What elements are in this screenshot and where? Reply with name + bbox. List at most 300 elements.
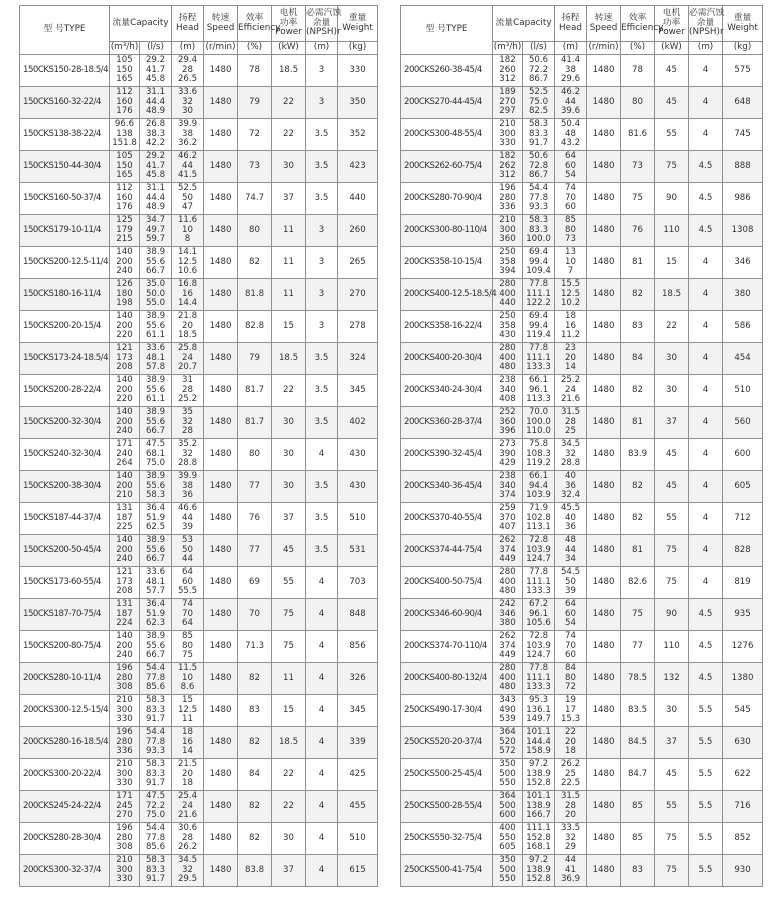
capacity-ls-cell-value: 48.9 (145, 202, 166, 213)
capacity-ls-cell-value: 44.4 (145, 96, 166, 107)
efficiency-cell: 81 (621, 535, 655, 567)
capacity-ls-cell-value: 59.7 (145, 234, 166, 245)
weight-cell: 380 (723, 279, 763, 311)
capacity-m3h-cell-value: 480 (499, 682, 516, 693)
head-cell (555, 55, 587, 87)
capacity-m3h-cell (110, 343, 140, 375)
head-cell-value: 28 (182, 64, 193, 75)
npsh-cell: 4 (306, 439, 338, 471)
table-row (20, 247, 378, 279)
capacity-ls-cell (523, 247, 555, 279)
head-cell-value: 28 (182, 832, 193, 843)
capacity-ls-cell-value: 99.4 (528, 256, 549, 267)
capacity-m3h-cell-value: 408 (499, 394, 516, 405)
capacity-m3h-cell-value: 240 (116, 448, 133, 459)
weight-cell: 324 (338, 343, 378, 375)
capacity-ls-cell-value: 94.4 (528, 480, 549, 491)
capacity-m3h-cell-value: 270 (499, 96, 516, 107)
speed-cell: 1480 (204, 567, 238, 599)
model-cell: 150CKS187-44-37/4 (20, 503, 110, 535)
capacity-ls-cell-value: 152.8 (526, 874, 551, 885)
head-cell-value: 46.2 (560, 87, 581, 98)
npsh-cell: 4 (306, 855, 338, 887)
capacity-m3h-cell-value: 330 (499, 138, 516, 149)
capacity-m3h-cell-value: 220 (116, 394, 133, 405)
capacity-m3h-cell-value: 358 (499, 320, 516, 331)
table-row (401, 631, 763, 663)
header-power: 电机 功率 Power (655, 6, 689, 42)
head-cell-value: 29.6 (560, 74, 581, 85)
npsh-cell: 3 (306, 279, 338, 311)
capacity-ls-cell-value: 77.8 (528, 343, 549, 354)
power-cell: 22 (272, 759, 306, 791)
capacity-ls-cell (523, 343, 555, 375)
capacity-ls-cell-value: 103.9 (526, 544, 551, 555)
capacity-ls-cell-value: 97.2 (528, 759, 549, 770)
model-cell: 200CKS400-12.5-18.5/4 (401, 279, 493, 311)
head-cell-value: 70 (565, 640, 576, 651)
capacity-m3h-cell-value: 360 (499, 234, 516, 245)
model-cell: 200CKS245-24-22/4 (20, 791, 110, 823)
model-cell: 200CKS400-50-75/4 (401, 567, 493, 599)
table-row (401, 791, 763, 823)
capacity-ls-cell-value: 113.1 (526, 522, 551, 533)
power-cell: 90 (655, 599, 689, 631)
head-cell-value: 18 (182, 727, 193, 738)
header-speed: 转速 Speed (587, 6, 621, 42)
table-row (20, 791, 378, 823)
npsh-cell: 5.5 (689, 791, 723, 823)
weight-cell: 339 (338, 727, 378, 759)
capacity-m3h-cell (110, 823, 140, 855)
capacity-ls-cell (140, 759, 172, 791)
head-cell (172, 471, 204, 503)
head-cell-value: 38 (565, 64, 576, 75)
capacity-m3h-cell-value: 252 (499, 407, 516, 418)
header-head: 扬程 Head (555, 6, 587, 42)
capacity-ls-cell-value: 55.6 (145, 384, 166, 395)
weight-cell: 1380 (723, 663, 763, 695)
capacity-ls-cell-value: 91.7 (145, 714, 166, 725)
capacity-ls-cell-value: 31.1 (145, 87, 166, 98)
capacity-ls-cell-value: 93.3 (528, 202, 549, 213)
capacity-ls-cell-value: 77.8 (528, 663, 549, 674)
capacity-ls-cell-value: 38.9 (145, 311, 166, 322)
efficiency-cell: 71.3 (238, 631, 272, 663)
capacity-ls-cell-value: 96.1 (528, 608, 549, 619)
head-cell-value: 36 (565, 522, 576, 533)
head-cell-value: 30 (182, 106, 193, 117)
weight-cell: 1308 (723, 215, 763, 247)
header-head: 扬程 Head (172, 6, 204, 42)
head-cell-value: 26.2 (177, 842, 198, 853)
head-cell-value: 70 (565, 192, 576, 203)
model-cell: 200CKS270-44-45/4 (401, 87, 493, 119)
capacity-m3h-cell-value: 346 (499, 608, 516, 619)
efficiency-cell: 80 (621, 87, 655, 119)
speed-cell: 1480 (587, 503, 621, 535)
speed-cell: 1480 (204, 407, 238, 439)
capacity-ls-cell-value: 42.2 (145, 138, 166, 149)
capacity-m3h-cell (493, 631, 523, 663)
head-cell (172, 663, 204, 695)
table-row (401, 87, 763, 119)
power-cell: 30 (655, 695, 689, 727)
capacity-m3h-cell-value: 140 (116, 535, 133, 546)
head-cell-value: 39 (182, 522, 193, 533)
capacity-m3h-cell-value: 280 (499, 279, 516, 290)
capacity-m3h-cell-value: 140 (116, 247, 133, 258)
model-cell: 150CKS180-16-11/4 (20, 279, 110, 311)
weight-cell: 455 (338, 791, 378, 823)
head-cell-value: 39 (565, 586, 576, 597)
model-cell: 200CKS374-44-75/4 (401, 535, 493, 567)
capacity-m3h-cell-value: 500 (499, 864, 516, 875)
capacity-ls-cell-value: 152.8 (526, 832, 551, 843)
power-cell: 90 (655, 183, 689, 215)
capacity-m3h-cell-value: 280 (116, 832, 133, 843)
capacity-ls-cell-value: 55.0 (145, 298, 166, 309)
capacity-ls-cell (523, 823, 555, 855)
head-cell (172, 791, 204, 823)
head-cell-value: 28 (565, 416, 576, 427)
head-cell-value: 25 (565, 426, 576, 437)
unit-head: (m) (555, 42, 587, 55)
speed-cell: 1480 (587, 279, 621, 311)
capacity-m3h-cell-value: 330 (116, 874, 133, 885)
npsh-cell: 4.5 (689, 183, 723, 215)
capacity-ls-cell-value: 75.0 (528, 96, 549, 107)
capacity-m3h-cell-value: 160 (116, 96, 133, 107)
head-cell (555, 407, 587, 439)
capacity-m3h-cell-value: 400 (499, 576, 516, 587)
capacity-m3h-cell-value: 430 (499, 330, 516, 341)
head-cell-value: 25 (565, 768, 576, 779)
capacity-ls-cell-value: 100.0 (526, 416, 551, 427)
capacity-ls-cell-value: 38.9 (145, 375, 166, 386)
capacity-ls-cell-value: 95.3 (528, 695, 549, 706)
table-row (401, 311, 763, 343)
head-cell-value: 44 (565, 544, 576, 555)
head-cell (172, 695, 204, 727)
efficiency-cell: 83.8 (238, 855, 272, 887)
capacity-m3h-cell-value: 210 (499, 215, 516, 226)
capacity-m3h-cell (110, 183, 140, 215)
power-cell: 30 (655, 375, 689, 407)
head-cell-value: 18.5 (177, 330, 198, 341)
capacity-ls-cell (523, 151, 555, 183)
capacity-m3h-cell-value: 330 (116, 714, 133, 725)
npsh-cell: 3.5 (306, 535, 338, 567)
capacity-ls-cell (140, 407, 172, 439)
capacity-ls-cell (523, 215, 555, 247)
npsh-cell: 3 (306, 55, 338, 87)
unit-speed: (r/min) (204, 42, 238, 55)
npsh-cell: 5.5 (689, 727, 723, 759)
head-cell-value: 16 (565, 320, 576, 331)
npsh-cell: 4 (689, 535, 723, 567)
head-cell-value: 41 (565, 864, 576, 875)
capacity-m3h-cell-value: 112 (116, 87, 133, 98)
table-row (20, 375, 378, 407)
head-cell (555, 663, 587, 695)
capacity-m3h-cell (493, 407, 523, 439)
capacity-ls-cell-value: 152.8 (526, 778, 551, 789)
head-cell-value: 85 (565, 215, 576, 226)
head-cell-value: 33.6 (177, 87, 198, 98)
capacity-ls-cell-value: 133.3 (526, 586, 551, 597)
power-cell: 11 (272, 215, 306, 247)
npsh-cell: 4 (689, 407, 723, 439)
header-weight: 重量 Weight (338, 6, 378, 42)
capacity-m3h-cell-value: 210 (116, 759, 133, 770)
capacity-m3h-cell (110, 375, 140, 407)
head-cell-value: 15 (182, 695, 193, 706)
head-cell-value: 39.6 (560, 106, 581, 117)
table-row (20, 567, 378, 599)
head-cell (172, 503, 204, 535)
head-cell-value: 30.6 (177, 823, 198, 834)
power-cell: 15 (272, 695, 306, 727)
head-cell-value: 33.5 (560, 823, 581, 834)
capacity-ls-cell-value: 57.7 (145, 586, 166, 597)
capacity-ls-cell (523, 855, 555, 887)
model-cell: 150CKS200-80-75/4 (20, 631, 110, 663)
capacity-ls-cell-value: 83.3 (145, 704, 166, 715)
head-cell-value: 44 (182, 554, 193, 565)
head-cell-value: 84 (565, 663, 576, 674)
weight-cell: 425 (338, 759, 378, 791)
capacity-m3h-cell-value: 400 (499, 672, 516, 683)
capacity-m3h-cell-value: 238 (499, 375, 516, 386)
weight-cell: 586 (723, 311, 763, 343)
speed-cell: 1480 (587, 791, 621, 823)
capacity-m3h-cell-value: 240 (116, 650, 133, 661)
speed-cell: 1480 (587, 343, 621, 375)
capacity-ls-cell-value: 75.8 (528, 439, 549, 450)
capacity-ls-cell-value: 77.8 (528, 279, 549, 290)
model-cell: 250CKS500-25-45/4 (401, 759, 493, 791)
head-cell-value: 24 (565, 384, 576, 395)
capacity-m3h-cell (493, 151, 523, 183)
capacity-m3h-cell-value: 374 (499, 490, 516, 501)
efficiency-cell: 82 (238, 727, 272, 759)
power-cell: 37 (655, 407, 689, 439)
capacity-m3h-cell (493, 823, 523, 855)
head-cell (555, 247, 587, 279)
head-cell-value: 22 (565, 727, 576, 738)
efficiency-cell: 82 (621, 471, 655, 503)
table-row (401, 567, 763, 599)
capacity-m3h-cell-value: 138 (116, 128, 133, 139)
weight-cell: 856 (338, 631, 378, 663)
npsh-cell: 4 (689, 87, 723, 119)
capacity-ls-cell-value: 44.4 (145, 192, 166, 203)
capacity-ls-cell-value: 26.8 (145, 119, 166, 130)
capacity-ls-cell-value: 55.6 (145, 640, 166, 651)
head-cell (555, 375, 587, 407)
head-cell-value: 11.2 (560, 330, 581, 341)
capacity-ls-cell (140, 215, 172, 247)
speed-cell: 1480 (204, 247, 238, 279)
power-cell: 45 (655, 439, 689, 471)
capacity-m3h-cell-value: 140 (116, 311, 133, 322)
weight-cell: 935 (723, 599, 763, 631)
capacity-m3h-cell-value: 140 (116, 631, 133, 642)
power-cell: 11 (272, 663, 306, 695)
model-cell: 200CKS280-16-18.5/4 (20, 727, 110, 759)
head-cell (172, 855, 204, 887)
head-cell-value: 29.5 (177, 874, 198, 885)
head-cell-value: 31.5 (560, 407, 581, 418)
npsh-cell: 4.5 (689, 663, 723, 695)
capacity-m3h-cell (493, 791, 523, 823)
npsh-cell: 4 (689, 119, 723, 151)
capacity-m3h-cell-value: 550 (499, 874, 516, 885)
power-cell: 55 (655, 503, 689, 535)
capacity-m3h-cell-value: 449 (499, 650, 516, 661)
model-cell: 250CKS550-32-75/4 (401, 823, 493, 855)
unit-power: (kW) (272, 42, 306, 55)
head-cell-value: 85 (182, 631, 193, 642)
head-cell-value: 32 (182, 448, 193, 459)
efficiency-cell: 76 (238, 503, 272, 535)
header-model: 型 号TYPE (401, 6, 493, 55)
speed-cell: 1480 (204, 631, 238, 663)
unit-ls: (l/s) (523, 42, 555, 55)
head-cell-value: 28.8 (177, 458, 198, 469)
capacity-m3h-cell-value: 572 (499, 746, 516, 757)
power-cell: 45 (655, 471, 689, 503)
capacity-m3h-cell (110, 471, 140, 503)
model-cell: 250CKS500-41-75/4 (401, 855, 493, 887)
head-cell (172, 759, 204, 791)
head-cell (555, 567, 587, 599)
head-cell-value: 73 (565, 234, 576, 245)
capacity-ls-cell-value: 54.4 (145, 727, 166, 738)
model-cell: 150CKS150-44-30/4 (20, 151, 110, 183)
head-cell (172, 375, 204, 407)
model-cell: 250CKS520-20-37/4 (401, 727, 493, 759)
capacity-ls-cell-value: 144.4 (526, 736, 551, 747)
capacity-ls-cell-value: 55.6 (145, 256, 166, 267)
table-row (20, 183, 378, 215)
capacity-m3h-cell (493, 343, 523, 375)
efficiency-cell: 82 (238, 663, 272, 695)
speed-cell: 1480 (587, 663, 621, 695)
model-cell: 200CKS300-80-110/4 (401, 215, 493, 247)
head-cell-value: 34 (565, 554, 576, 565)
capacity-m3h-cell-value: 250 (499, 247, 516, 258)
capacity-m3h-cell-value: 182 (499, 55, 516, 66)
weight-cell: 852 (723, 823, 763, 855)
head-cell-value: 15.5 (560, 279, 581, 290)
table-row (401, 55, 763, 87)
head-cell (555, 151, 587, 183)
capacity-m3h-cell-value: 240 (116, 266, 133, 277)
capacity-m3h-cell-value: 210 (116, 855, 133, 866)
head-cell-value: 10.2 (560, 298, 581, 309)
capacity-m3h-cell-value: 198 (116, 298, 133, 309)
capacity-ls-cell-value: 33.6 (145, 567, 166, 578)
capacity-m3h-cell (110, 119, 140, 151)
weight-cell: 345 (338, 695, 378, 727)
head-cell (555, 695, 587, 727)
head-cell (555, 183, 587, 215)
head-cell-value: 60 (565, 650, 576, 661)
capacity-m3h-cell-value: 165 (116, 170, 133, 181)
efficiency-cell: 81.7 (238, 375, 272, 407)
capacity-ls-cell-value: 119.4 (526, 330, 551, 341)
power-cell: 37 (272, 855, 306, 887)
capacity-m3h-cell-value: 173 (116, 352, 133, 363)
capacity-ls-cell-value: 136.1 (526, 704, 551, 715)
weight-cell: 888 (723, 151, 763, 183)
head-cell-value: 80 (565, 672, 576, 683)
speed-cell: 1480 (587, 855, 621, 887)
capacity-ls-cell-value: 49.7 (145, 224, 166, 235)
head-cell-value: 25.2 (560, 375, 581, 386)
capacity-ls-cell-value: 100.0 (526, 234, 551, 245)
model-cell: 200CKS390-32-45/4 (401, 439, 493, 471)
capacity-m3h-cell-value: 308 (116, 842, 133, 853)
weight-cell: 510 (338, 503, 378, 535)
capacity-ls-cell-value: 77.8 (528, 192, 549, 203)
capacity-ls-cell-value: 86.7 (528, 170, 549, 181)
head-cell-value: 18 (565, 311, 576, 322)
efficiency-cell: 80 (238, 215, 272, 247)
speed-cell: 1480 (204, 663, 238, 695)
capacity-m3h-cell (110, 311, 140, 343)
table-row (401, 439, 763, 471)
table-row (20, 631, 378, 663)
power-cell: 30 (272, 471, 306, 503)
capacity-ls-cell-value: 52.5 (528, 87, 549, 98)
capacity-ls-cell (140, 471, 172, 503)
capacity-m3h-cell-value: 180 (116, 288, 133, 299)
npsh-cell: 4.5 (689, 599, 723, 631)
capacity-m3h-cell-value: 340 (499, 480, 516, 491)
table-row (20, 55, 378, 87)
weight-cell: 430 (338, 471, 378, 503)
head-cell-value: 38 (182, 480, 193, 491)
weight-cell: 600 (723, 439, 763, 471)
capacity-m3h-cell-value: 200 (116, 544, 133, 555)
capacity-ls-cell-value: 77.8 (145, 736, 166, 747)
npsh-cell: 4 (306, 695, 338, 727)
head-cell-value: 7 (567, 266, 574, 277)
model-cell: 150CKS200-28-22/4 (20, 375, 110, 407)
weight-cell: 270 (338, 279, 378, 311)
capacity-m3h-cell (110, 439, 140, 471)
capacity-ls-cell-value: 111.1 (526, 672, 551, 683)
capacity-ls-cell-value: 124.7 (526, 650, 551, 661)
capacity-m3h-cell-value: 196 (116, 663, 133, 674)
capacity-ls-cell-value: 99.4 (528, 320, 549, 331)
capacity-ls-cell-value: 111.1 (526, 576, 551, 587)
head-cell (555, 791, 587, 823)
capacity-m3h-cell-value: 280 (499, 663, 516, 674)
table-row (401, 727, 763, 759)
header-capacity: 流量Capacity (110, 6, 172, 42)
capacity-ls-cell (140, 183, 172, 215)
head-cell-value: 12.5 (177, 704, 198, 715)
npsh-cell: 4 (306, 599, 338, 631)
capacity-m3h-cell (493, 695, 523, 727)
model-cell: 200CKS280-70-90/4 (401, 183, 493, 215)
table-row (20, 727, 378, 759)
model-cell: 200CKS374-70-110/4 (401, 631, 493, 663)
